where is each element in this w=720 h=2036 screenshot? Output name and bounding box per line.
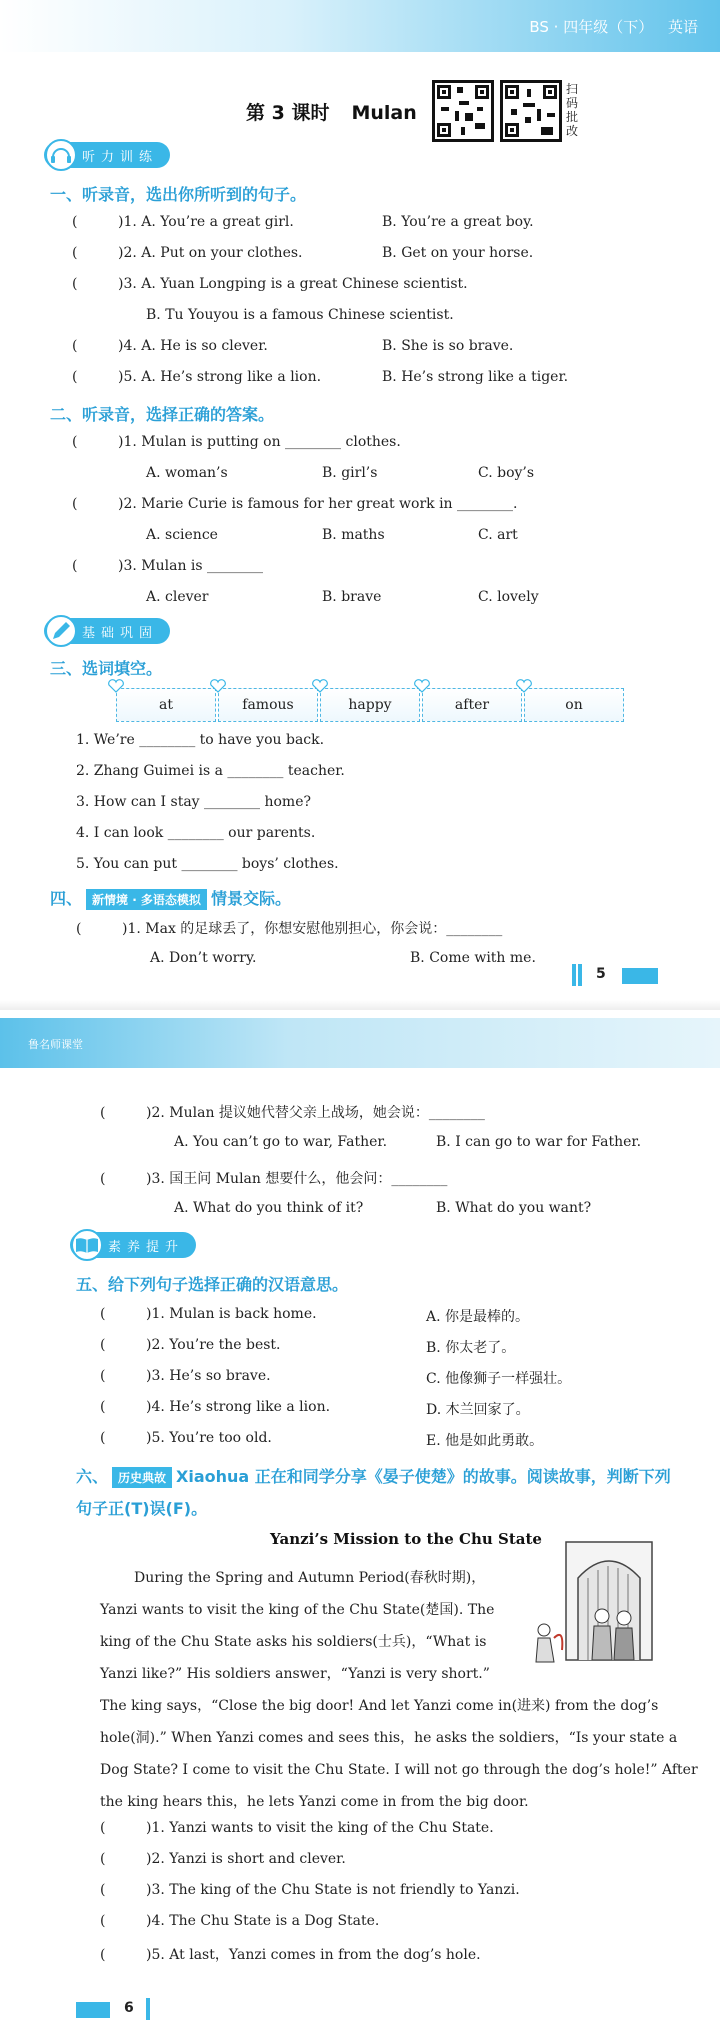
section-heading-5: 五、给下列句子选择正确的汉语意思。 xyxy=(76,1275,349,1294)
true-false-row: ( )1. Yanzi wants to visit the king of the Chu State. xyxy=(100,1820,494,1836)
answer-paren[interactable]: ( xyxy=(100,1947,106,1963)
option-b: B. girl’s xyxy=(322,465,378,481)
page-mark xyxy=(578,964,582,986)
qr-code-icon[interactable] xyxy=(432,80,494,142)
fill-in-sentence[interactable]: 5. You can put ________ boys’ clothes. xyxy=(76,856,339,872)
pencil-icon xyxy=(44,614,78,648)
section-heading-6-line2: 句子正(T)误(F)。 xyxy=(76,1499,208,1518)
heart-icon xyxy=(107,679,125,693)
section-badge-basic xyxy=(44,618,170,644)
section-heading-6: 六、 历史典故 Xiaohua 正在和同学分享《晏子使楚》的故事。阅读故事，判断下列 xyxy=(76,1467,671,1486)
heart-icon xyxy=(413,679,431,693)
answer-paren[interactable]: ( xyxy=(100,1399,106,1415)
heart-icon xyxy=(209,679,227,693)
word-bank-item: on xyxy=(524,688,624,722)
headphones-icon xyxy=(44,138,78,172)
true-false-row: ( )5. At last，Yanzi comes in from the dog’s hole. xyxy=(100,1947,481,1963)
question-text: )1. Max 的足球丢了，你想安慰他别担心，你会说：________ xyxy=(122,921,503,937)
matching-row: ( )5. You’re too old. xyxy=(100,1430,272,1446)
story-line: Dog State? I come to visit the Chu State. I will not go through the dog’s hole!” After xyxy=(100,1762,698,1778)
option-a: )2. A. Put on your clothes. xyxy=(118,245,303,261)
word-bank-item: famous xyxy=(218,688,318,722)
option-a: )5. A. He’s strong like a lion. xyxy=(118,369,322,385)
chinese-option: D. 木兰回家了。 xyxy=(426,1402,530,1418)
story-line: The king says，“Close the big door! And let Yanzi come in(进来) from the dog’s xyxy=(100,1698,659,1714)
answer-paren[interactable]: ( xyxy=(72,369,78,385)
question-row xyxy=(100,1168,447,1188)
matching-row: ( )3. He’s so brave. xyxy=(100,1368,271,1384)
section-heading-1: 一、听录音，选出你所听到的句子。 xyxy=(50,185,307,204)
lesson-title xyxy=(246,98,417,125)
section-badge-literacy xyxy=(70,1232,196,1258)
option-b: B. She is so brave. xyxy=(382,338,514,354)
option-b: B. He’s strong like a tiger. xyxy=(382,369,569,385)
option-a: A. clever xyxy=(146,589,209,605)
option-b: B. brave xyxy=(322,589,382,605)
workbook-page-5 xyxy=(0,0,720,1010)
question-text: )3. 国王问 Mulan 想要什么，他会问：________ xyxy=(146,1171,448,1187)
question-row xyxy=(72,214,294,230)
section-tag: 历史典故 xyxy=(112,1467,172,1488)
lesson-number: 第 3 课时 xyxy=(246,102,330,124)
answer-paren[interactable]: ( xyxy=(100,1430,106,1446)
page-number: 6 xyxy=(124,2000,134,2016)
answer-paren[interactable]: ( xyxy=(72,276,78,292)
header-text xyxy=(519,16,698,37)
story-line: During the Spring and Autumn Period(春秋时期)， xyxy=(134,1570,486,1586)
true-false-row: ( )3. The king of the Chu State is not friendly to Yanzi. xyxy=(100,1882,520,1898)
fill-in-sentence[interactable]: 2. Zhang Guimei is a ________ teacher. xyxy=(76,763,345,779)
page-mark xyxy=(146,1998,150,2020)
qr-caption: 扫码批改 xyxy=(566,82,579,138)
word-bank-item: happy xyxy=(320,688,420,722)
answer-paren[interactable]: ( xyxy=(100,1820,106,1836)
answer-paren[interactable]: ( xyxy=(100,1851,106,1867)
chinese-option: E. 他是如此勇敢。 xyxy=(426,1433,544,1449)
option-a: )3. A. Yuan Longping is a great Chinese scientist. xyxy=(118,276,468,292)
story-line: the king hears this，he lets Yanzi come in from the big door. xyxy=(100,1794,529,1810)
option-a: A. Don’t worry. xyxy=(150,950,257,966)
question-row xyxy=(76,918,502,938)
qr-code-icon[interactable] xyxy=(500,80,562,142)
answer-paren[interactable]: ( xyxy=(100,1105,106,1121)
answer-paren[interactable]: ( xyxy=(100,1337,106,1353)
answer-paren[interactable]: ( xyxy=(76,921,82,937)
option-c: C. art xyxy=(478,527,518,543)
page-divider xyxy=(0,1000,720,1010)
option-b: B. Come with me. xyxy=(410,950,536,966)
option-a: )1. A. You’re a great girl. xyxy=(118,214,294,230)
page-header-bar xyxy=(0,1018,720,1068)
option-c: C. boy’s xyxy=(478,465,535,481)
answer-paren[interactable]: ( xyxy=(72,245,78,261)
true-false-row: ( )2. Yanzi is short and clever. xyxy=(100,1851,346,1867)
section-tag: 新情境 · 多语态模拟 xyxy=(86,889,207,910)
option-b: B. Tu Youyou is a famous Chinese scientist. xyxy=(146,307,454,323)
chinese-option: B. 你太老了。 xyxy=(426,1340,516,1356)
option-a: A. You can’t go to war, Father. xyxy=(174,1134,388,1150)
story-title: Yanzi’s Mission to the Chu State xyxy=(270,1530,542,1548)
story-illustration xyxy=(528,1538,656,1666)
answer-paren[interactable]: ( xyxy=(100,1368,106,1384)
heart-icon xyxy=(311,679,329,693)
question-row xyxy=(72,434,401,450)
word-bank-item: at xyxy=(116,688,216,722)
heart-icon xyxy=(515,679,533,693)
question-row xyxy=(72,245,303,261)
option-a: A. woman’s xyxy=(146,465,228,481)
section-heading-3: 三、选词填空。 xyxy=(50,659,163,678)
story-line: king of the Chu State asks his soldiers(士兵)，“What is xyxy=(100,1634,487,1650)
page-header-bar xyxy=(0,0,720,52)
question-text: )2. Mulan 提议她代替父亲上战场，她会说：________ xyxy=(146,1105,485,1121)
page-mark xyxy=(572,964,576,986)
story-line: Yanzi wants to visit the king of the Chu State(楚国). The xyxy=(100,1602,495,1618)
question-row xyxy=(100,1102,485,1122)
option-b: B. Get on your horse. xyxy=(382,245,534,261)
badge-label: 听力训练 xyxy=(82,150,159,165)
open-book-icon xyxy=(70,1228,104,1262)
workbook-page-6 xyxy=(0,1010,720,2036)
fill-in-sentence[interactable]: 3. How can I stay ________ home? xyxy=(76,794,311,810)
section-badge-listening xyxy=(44,142,170,168)
answer-paren[interactable]: ( xyxy=(72,214,78,230)
question-text: )2. Marie Curie is famous for her great work in ________. xyxy=(118,496,518,512)
matching-row: ( )4. He’s strong like a lion. xyxy=(100,1399,331,1415)
section-heading-4: 四、 新情境 · 多语态模拟 情景交际。 xyxy=(50,889,291,908)
section-heading-2: 二、听录音，选择正确的答案。 xyxy=(50,405,275,424)
header-subject: 英语 xyxy=(667,18,698,36)
fill-in-sentence[interactable]: 4. I can look ________ our parents. xyxy=(76,825,316,841)
option-b: B. You’re a great boy. xyxy=(382,214,534,230)
question-row xyxy=(72,558,263,574)
option-b: B. maths xyxy=(322,527,385,543)
answer-paren[interactable]: ( xyxy=(100,1171,106,1187)
header-series: BS · 四年级（下） xyxy=(529,18,654,36)
question-text: )3. Mulan is ________ xyxy=(118,558,264,574)
option-a: A. What do you think of it? xyxy=(174,1200,364,1216)
question-row xyxy=(72,338,268,354)
matching-row: ( )1. Mulan is back home. xyxy=(100,1306,317,1322)
question-row xyxy=(72,276,468,292)
badge-label: 素养提升 xyxy=(108,1240,185,1255)
story-line: hole(洞).” When Yanzi comes and sees this，he asks the soldiers，“Is your state a xyxy=(100,1730,678,1746)
word-bank-item: after xyxy=(422,688,522,722)
page-mark xyxy=(76,2002,110,2018)
page-mark xyxy=(622,968,658,984)
question-row xyxy=(72,496,517,512)
true-false-row: ( )4. The Chu State is a Dog State. xyxy=(100,1913,380,1929)
option-b: B. What do you want? xyxy=(436,1200,592,1216)
fill-in-sentence[interactable]: 1. We’re ________ to have you back. xyxy=(76,732,325,748)
answer-paren[interactable]: ( xyxy=(72,338,78,354)
option-b: B. I can go to war for Father. xyxy=(436,1134,642,1150)
series-logo: 鲁名师课堂 xyxy=(28,1038,83,1051)
question-row xyxy=(72,369,321,385)
lesson-name: Mulan xyxy=(351,102,417,124)
badge-label: 基础巩固 xyxy=(82,626,159,641)
question-text: )1. Mulan is putting on ________ clothes. xyxy=(118,434,401,450)
answer-paren[interactable]: ( xyxy=(72,434,78,450)
answer-paren[interactable]: ( xyxy=(72,496,78,512)
option-c: C. lovely xyxy=(478,589,539,605)
chinese-option: C. 他像狮子一样强壮。 xyxy=(426,1371,572,1387)
option-a: )4. A. He is so clever. xyxy=(118,338,268,354)
answer-paren[interactable]: ( xyxy=(100,1306,106,1322)
answer-paren[interactable]: ( xyxy=(72,558,78,574)
matching-row: ( )2. You’re the best. xyxy=(100,1337,281,1353)
chinese-option: A. 你是最棒的。 xyxy=(426,1309,530,1325)
answer-paren[interactable]: ( xyxy=(100,1882,106,1898)
option-a: A. science xyxy=(146,527,218,543)
answer-paren[interactable]: ( xyxy=(100,1913,106,1929)
page-number: 5 xyxy=(596,966,606,982)
story-line: Yanzi like?” His soldiers answer，“Yanzi is very short.” xyxy=(100,1666,490,1682)
